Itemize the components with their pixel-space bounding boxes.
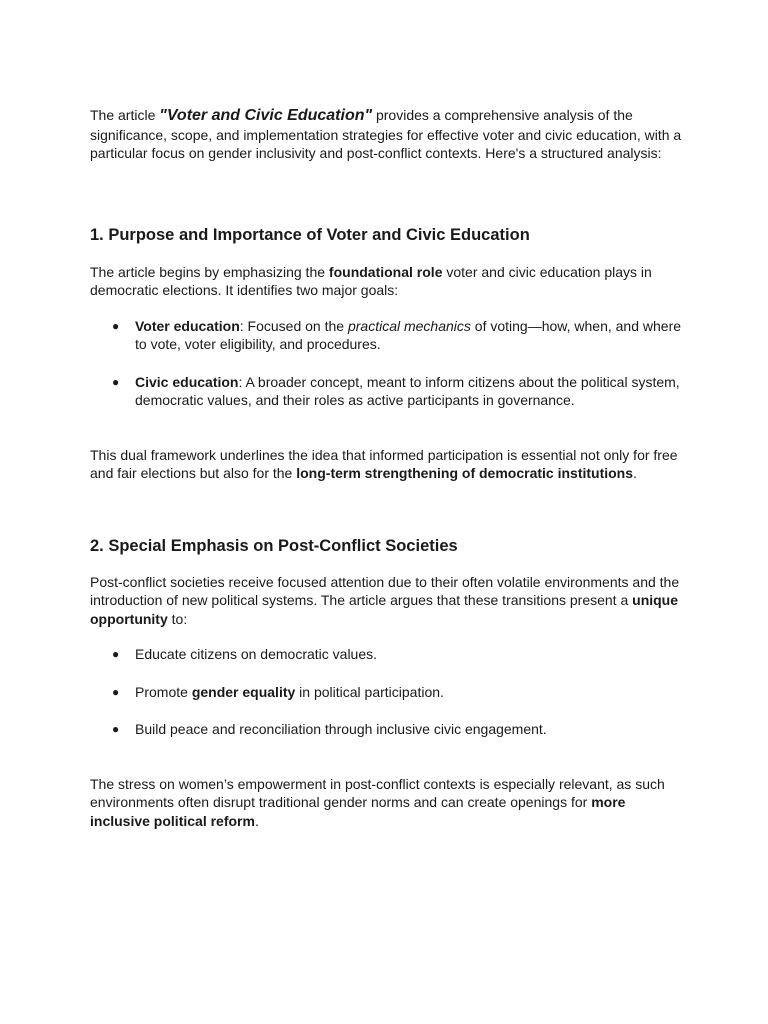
bold-run: long-term strengthening of democratic institutions <box>296 465 634 481</box>
text-run: voter and civic education plays in democratic elections. It identifies two major goals: <box>90 263 652 298</box>
section-2-paragraph-2 <box>90 775 682 831</box>
bold-run: unique opportunity <box>90 592 679 627</box>
section-2-bullet-list <box>90 645 682 739</box>
italic-run: practical mechanics <box>347 317 471 334</box>
list-item <box>90 317 682 354</box>
text-run: in political participation. <box>295 683 444 700</box>
text-run: : Focused on the <box>239 317 348 334</box>
bullet-icon: ● <box>112 647 120 661</box>
bold-run: Voter education <box>135 317 240 334</box>
list-item <box>90 720 682 739</box>
section-1-paragraph-2 <box>90 446 682 483</box>
text-run: Educate citizens on democratic values. <box>135 646 378 662</box>
intro-lead: The article <box>90 107 160 123</box>
text-run: This dual framework underlines the idea that informed participation is essential not only for free and fair elections but also for the <box>90 446 678 481</box>
bold-run: foundational role <box>328 263 443 280</box>
intro-rest: provides a comprehensive analysis of the significance, scope, and implementation strategies for effective voter and civic education, with a particular focus on gender inclusivity and post-conflict contexts. Here's a structured analysis: <box>90 107 682 161</box>
bold-run: gender equality <box>191 683 296 700</box>
list-item <box>90 373 682 410</box>
list-item <box>90 683 682 702</box>
text-run: to: <box>167 610 188 627</box>
text-run: Promote <box>135 683 192 700</box>
text-run: . <box>254 812 259 829</box>
section-2-heading: 2. Special Emphasis on Post-Conflict Societies <box>90 536 458 555</box>
bold-run: more inclusive political reform <box>90 794 626 829</box>
text-run: of voting—how, when, and where to vote, voter eligibility, and procedures. <box>135 317 682 352</box>
article-title: "Voter and Civic Education" <box>159 107 373 124</box>
section-1-bullet-list <box>90 317 682 410</box>
bullet-icon: ● <box>112 722 120 736</box>
text-run: . <box>633 465 637 481</box>
text-run: : A broader concept, meant to inform citizens about the political system, democratic values, and their roles as active participants in governance. <box>135 373 680 408</box>
bullet-icon: ● <box>112 684 120 699</box>
section-1-heading: 1. Purpose and Importance of Voter and Civic Education <box>90 225 530 244</box>
text-run: The article begins by emphasizing the <box>90 263 329 280</box>
bullet-icon: ● <box>112 318 120 333</box>
bold-run: Civic education <box>135 373 239 390</box>
text-run: Build peace and reconciliation through inclusive civic engagement. <box>135 721 547 737</box>
document-page <box>90 106 682 830</box>
list-item <box>90 645 682 664</box>
text-run: The stress on women’s empowerment in post-conflict contexts is especially relevant, as such environments often disrupt traditional gender norms and can create openings for <box>90 775 665 810</box>
intro-paragraph <box>90 106 682 163</box>
section-1-paragraph-1 <box>90 263 682 300</box>
section-2-paragraph-1 <box>90 573 682 629</box>
text-run: Post-conflict societies receive focused attention due to their often volatile environments and the introduction of new political systems. The article argues that these transitions present a <box>90 573 680 608</box>
bullet-icon: ● <box>112 374 120 389</box>
